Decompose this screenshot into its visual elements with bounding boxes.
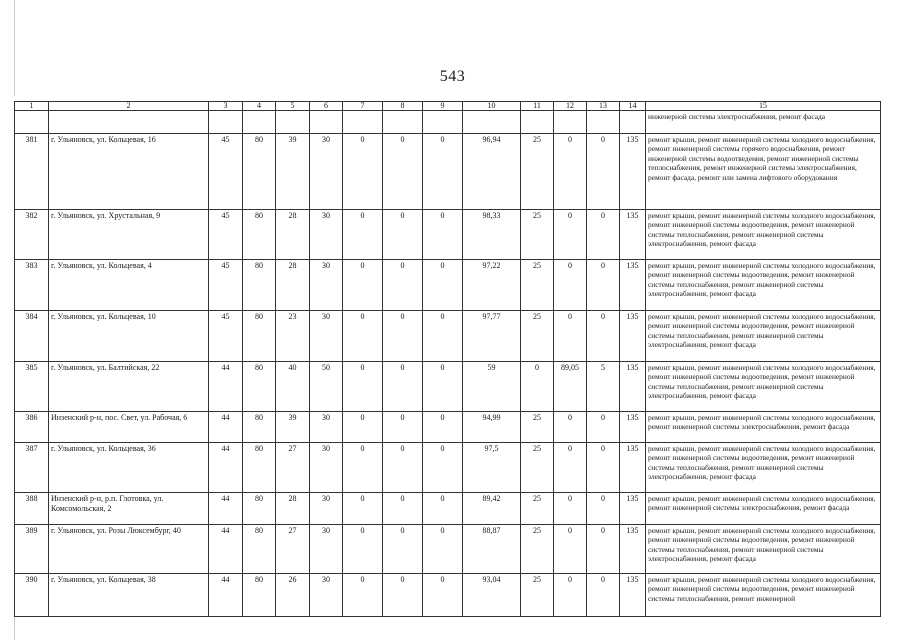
address-cell: г. Ульяновск, ул. Розы Люксембург, 40 — [49, 525, 209, 574]
works-cell: ремонт крыши, ремонт инженерной системы холодного водоснабжения, ремонт инженерной системы водоотведения, ремонт инженерной системы теплоснабжения, ремонт инженерной — [646, 574, 881, 617]
address-cell: г. Ульяновск, ул. Кольцевая, 16 — [49, 134, 209, 210]
value-cell: 80 — [243, 493, 276, 525]
row-number: 386 — [15, 412, 49, 443]
address-cell: Инзенский р-н, р.п. Глотовка, ул. Комсомольская, 2 — [49, 493, 209, 525]
value-cell: 98,33 — [463, 210, 521, 260]
value-cell: 80 — [243, 412, 276, 443]
value-cell: 45 — [209, 134, 243, 210]
table-row — [15, 443, 881, 493]
value-cell: 80 — [243, 210, 276, 260]
value-cell: 28 — [276, 260, 310, 311]
column-header: 9 — [423, 102, 463, 111]
column-header: 12 — [554, 102, 587, 111]
row-number: 383 — [15, 260, 49, 311]
value-cell: 0 — [343, 493, 383, 525]
value-cell: 0 — [343, 574, 383, 617]
value-cell: 0 — [343, 134, 383, 210]
works-cell: инженерной системы электроснабжения, ремонт фасада — [646, 111, 881, 134]
value-cell: 0 — [343, 525, 383, 574]
column-header: 6 — [310, 102, 343, 111]
table-row — [15, 574, 881, 617]
works-cell: ремонт крыши, ремонт инженерной системы холодного водоснабжения, ремонт инженерной системы водоотведения, ремонт инженерной системы теплоснабжения, ремонт инженерной системы электроснабжения, ремонт фасада — [646, 525, 881, 574]
table-row — [15, 525, 881, 574]
value-cell: 0 — [423, 493, 463, 525]
value-cell: 44 — [209, 362, 243, 412]
column-header: 15 — [646, 102, 881, 111]
table-row — [15, 493, 881, 525]
table-row — [15, 311, 881, 362]
value-cell: 135 — [620, 134, 646, 210]
value-cell: 0 — [343, 210, 383, 260]
value-cell: 0 — [587, 210, 620, 260]
value-cell: 25 — [521, 210, 554, 260]
table-row — [15, 362, 881, 412]
page-number: 543 — [439, 68, 466, 85]
column-header: 10 — [463, 102, 521, 111]
value-cell: 28 — [276, 210, 310, 260]
value-cell: 44 — [209, 412, 243, 443]
value-cell: 135 — [620, 311, 646, 362]
value-cell: 0 — [343, 311, 383, 362]
value-cell: 25 — [521, 443, 554, 493]
table-row — [15, 260, 881, 311]
row-number: 388 — [15, 493, 49, 525]
value-cell: 0 — [587, 412, 620, 443]
row-number: 389 — [15, 525, 49, 574]
value-cell: 0 — [383, 210, 423, 260]
value-cell: 0 — [587, 443, 620, 493]
value-cell: 30 — [310, 210, 343, 260]
value-cell: 59 — [463, 362, 521, 412]
column-header: 3 — [209, 102, 243, 111]
value-cell: 30 — [310, 260, 343, 311]
value-cell: 0 — [587, 525, 620, 574]
value-cell: 25 — [521, 311, 554, 362]
row-number: 385 — [15, 362, 49, 412]
value-cell: 0 — [383, 311, 423, 362]
continuation-row — [15, 111, 881, 134]
column-header: 11 — [521, 102, 554, 111]
works-cell: ремонт крыши, ремонт инженерной системы холодного водоснабжения, ремонт инженерной системы водоотведения, ремонт инженерной системы теплоснабжения, ремонт инженерной системы электроснабжения, ремонт фасада — [646, 210, 881, 260]
value-cell: 0 — [383, 493, 423, 525]
value-cell: 25 — [521, 260, 554, 311]
table-row — [15, 412, 881, 443]
value-cell: 135 — [620, 443, 646, 493]
works-cell: ремонт крыши, ремонт инженерной системы холодного водоснабжения, ремонт инженерной системы горячего водоснабжения, ремонт инженерной системы водоотведения, ремонт инженерной системы теплоснабжения, ремонт инженерной системы электроснабжения, ремонт фасада, ремонт или замена лифтового оборудования — [646, 134, 881, 210]
value-cell: 97,77 — [463, 311, 521, 362]
value-cell: 45 — [209, 311, 243, 362]
value-cell: 0 — [587, 311, 620, 362]
value-cell: 89,42 — [463, 493, 521, 525]
works-cell: ремонт крыши, ремонт инженерной системы холодного водоснабжения, ремонт инженерной системы водоотведения, ремонт инженерной системы теплоснабжения, ремонт инженерной системы электроснабжения, ремонт фасада — [646, 311, 881, 362]
value-cell: 25 — [521, 493, 554, 525]
value-cell: 80 — [243, 574, 276, 617]
value-cell: 0 — [554, 412, 587, 443]
row-number: 384 — [15, 311, 49, 362]
value-cell: 0 — [554, 134, 587, 210]
value-cell: 96,94 — [463, 134, 521, 210]
value-cell: 25 — [521, 525, 554, 574]
value-cell: 97,5 — [463, 443, 521, 493]
address-cell: г. Ульяновск, ул. Кольцевая, 10 — [49, 311, 209, 362]
value-cell: 0 — [383, 260, 423, 311]
column-header: 14 — [620, 102, 646, 111]
table-header-row — [15, 102, 881, 111]
value-cell: 39 — [276, 412, 310, 443]
works-cell: ремонт крыши, ремонт инженерной системы холодного водоснабжения, ремонт инженерной системы водоотведения, ремонт инженерной системы теплоснабжения, ремонт инженерной системы электроснабжения, ремонт фасада — [646, 260, 881, 311]
table-row — [15, 134, 881, 210]
value-cell: 0 — [423, 362, 463, 412]
value-cell: 0 — [383, 574, 423, 617]
address-cell: г. Ульяновск, ул. Хрустальная, 9 — [49, 210, 209, 260]
value-cell: 0 — [554, 210, 587, 260]
value-cell: 0 — [383, 412, 423, 443]
value-cell: 0 — [383, 443, 423, 493]
value-cell: 30 — [310, 412, 343, 443]
value-cell: 0 — [383, 362, 423, 412]
value-cell: 44 — [209, 443, 243, 493]
value-cell: 27 — [276, 443, 310, 493]
value-cell: 30 — [310, 311, 343, 362]
value-cell: 135 — [620, 260, 646, 311]
value-cell: 44 — [209, 574, 243, 617]
value-cell: 30 — [310, 443, 343, 493]
value-cell: 0 — [423, 525, 463, 574]
column-header: 2 — [49, 102, 209, 111]
value-cell: 44 — [209, 493, 243, 525]
value-cell: 45 — [209, 260, 243, 311]
works-cell: ремонт крыши, ремонт инженерной системы холодного водоснабжения, ремонт инженерной системы электроснабжения, ремонт фасада — [646, 493, 881, 525]
value-cell: 80 — [243, 362, 276, 412]
address-cell: г. Ульяновск, ул. Кольцевая, 4 — [49, 260, 209, 311]
works-cell: ремонт крыши, ремонт инженерной системы холодного водоснабжения, ремонт инженерной системы водоотведения, ремонт инженерной системы теплоснабжения, ремонт инженерной системы электроснабжения, ремонт фасада — [646, 443, 881, 493]
column-header: 4 — [243, 102, 276, 111]
value-cell: 0 — [554, 493, 587, 525]
value-cell: 25 — [521, 574, 554, 617]
column-header: 13 — [587, 102, 620, 111]
value-cell: 135 — [620, 525, 646, 574]
value-cell: 30 — [310, 574, 343, 617]
value-cell: 5 — [587, 362, 620, 412]
value-cell: 0 — [423, 260, 463, 311]
value-cell: 27 — [276, 525, 310, 574]
works-cell: ремонт крыши, ремонт инженерной системы холодного водоснабжения, ремонт инженерной системы водоотведения, ремонт инженерной системы теплоснабжения, ремонт инженерной системы электроснабжения, ремонт фасада — [646, 362, 881, 412]
value-cell: 50 — [310, 362, 343, 412]
value-cell: 89,05 — [554, 362, 587, 412]
value-cell: 44 — [209, 525, 243, 574]
row-number: 387 — [15, 443, 49, 493]
value-cell: 0 — [587, 574, 620, 617]
address-cell: г. Ульяновск, ул. Кольцевая, 36 — [49, 443, 209, 493]
value-cell: 94,99 — [463, 412, 521, 443]
value-cell: 0 — [383, 134, 423, 210]
value-cell: 30 — [310, 525, 343, 574]
value-cell: 0 — [423, 443, 463, 493]
value-cell: 80 — [243, 443, 276, 493]
value-cell: 135 — [620, 493, 646, 525]
address-cell: г. Ульяновск, ул. Балтийская, 22 — [49, 362, 209, 412]
value-cell: 25 — [521, 412, 554, 443]
value-cell: 0 — [423, 311, 463, 362]
value-cell: 30 — [310, 134, 343, 210]
value-cell: 135 — [620, 362, 646, 412]
value-cell: 0 — [521, 362, 554, 412]
address-cell: Инзенский р-н, пос. Свет, ул. Рабочая, 6 — [49, 412, 209, 443]
value-cell: 30 — [310, 493, 343, 525]
value-cell: 0 — [423, 210, 463, 260]
value-cell: 0 — [343, 443, 383, 493]
value-cell: 80 — [243, 260, 276, 311]
value-cell: 0 — [423, 574, 463, 617]
row-number: 390 — [15, 574, 49, 617]
value-cell: 40 — [276, 362, 310, 412]
value-cell: 0 — [423, 134, 463, 210]
value-cell: 0 — [587, 260, 620, 311]
column-header: 7 — [343, 102, 383, 111]
housing-repair-table — [14, 101, 881, 617]
value-cell: 0 — [343, 412, 383, 443]
value-cell: 0 — [587, 134, 620, 210]
value-cell: 0 — [587, 493, 620, 525]
value-cell: 0 — [343, 362, 383, 412]
works-cell: ремонт крыши, ремонт инженерной системы холодного водоснабжения, ремонт инженерной системы электроснабжения, ремонт фасада — [646, 412, 881, 443]
value-cell: 93,04 — [463, 574, 521, 617]
value-cell: 135 — [620, 210, 646, 260]
value-cell: 80 — [243, 311, 276, 362]
row-number: 381 — [15, 134, 49, 210]
value-cell: 88,87 — [463, 525, 521, 574]
value-cell: 28 — [276, 493, 310, 525]
value-cell: 23 — [276, 311, 310, 362]
value-cell: 25 — [521, 134, 554, 210]
table-row — [15, 210, 881, 260]
value-cell: 80 — [243, 134, 276, 210]
column-header: 1 — [15, 102, 49, 111]
value-cell: 45 — [209, 210, 243, 260]
value-cell: 0 — [343, 260, 383, 311]
value-cell: 39 — [276, 134, 310, 210]
value-cell: 0 — [423, 412, 463, 443]
address-cell: г. Ульяновск, ул. Кольцевая, 38 — [49, 574, 209, 617]
value-cell: 97,22 — [463, 260, 521, 311]
value-cell: 135 — [620, 574, 646, 617]
value-cell: 0 — [554, 574, 587, 617]
row-number: 382 — [15, 210, 49, 260]
value-cell: 135 — [620, 412, 646, 443]
value-cell: 0 — [554, 443, 587, 493]
value-cell: 0 — [554, 260, 587, 311]
value-cell: 26 — [276, 574, 310, 617]
column-header: 5 — [276, 102, 310, 111]
value-cell: 80 — [243, 525, 276, 574]
value-cell: 0 — [554, 525, 587, 574]
value-cell: 0 — [383, 525, 423, 574]
column-header: 8 — [383, 102, 423, 111]
value-cell: 0 — [554, 311, 587, 362]
